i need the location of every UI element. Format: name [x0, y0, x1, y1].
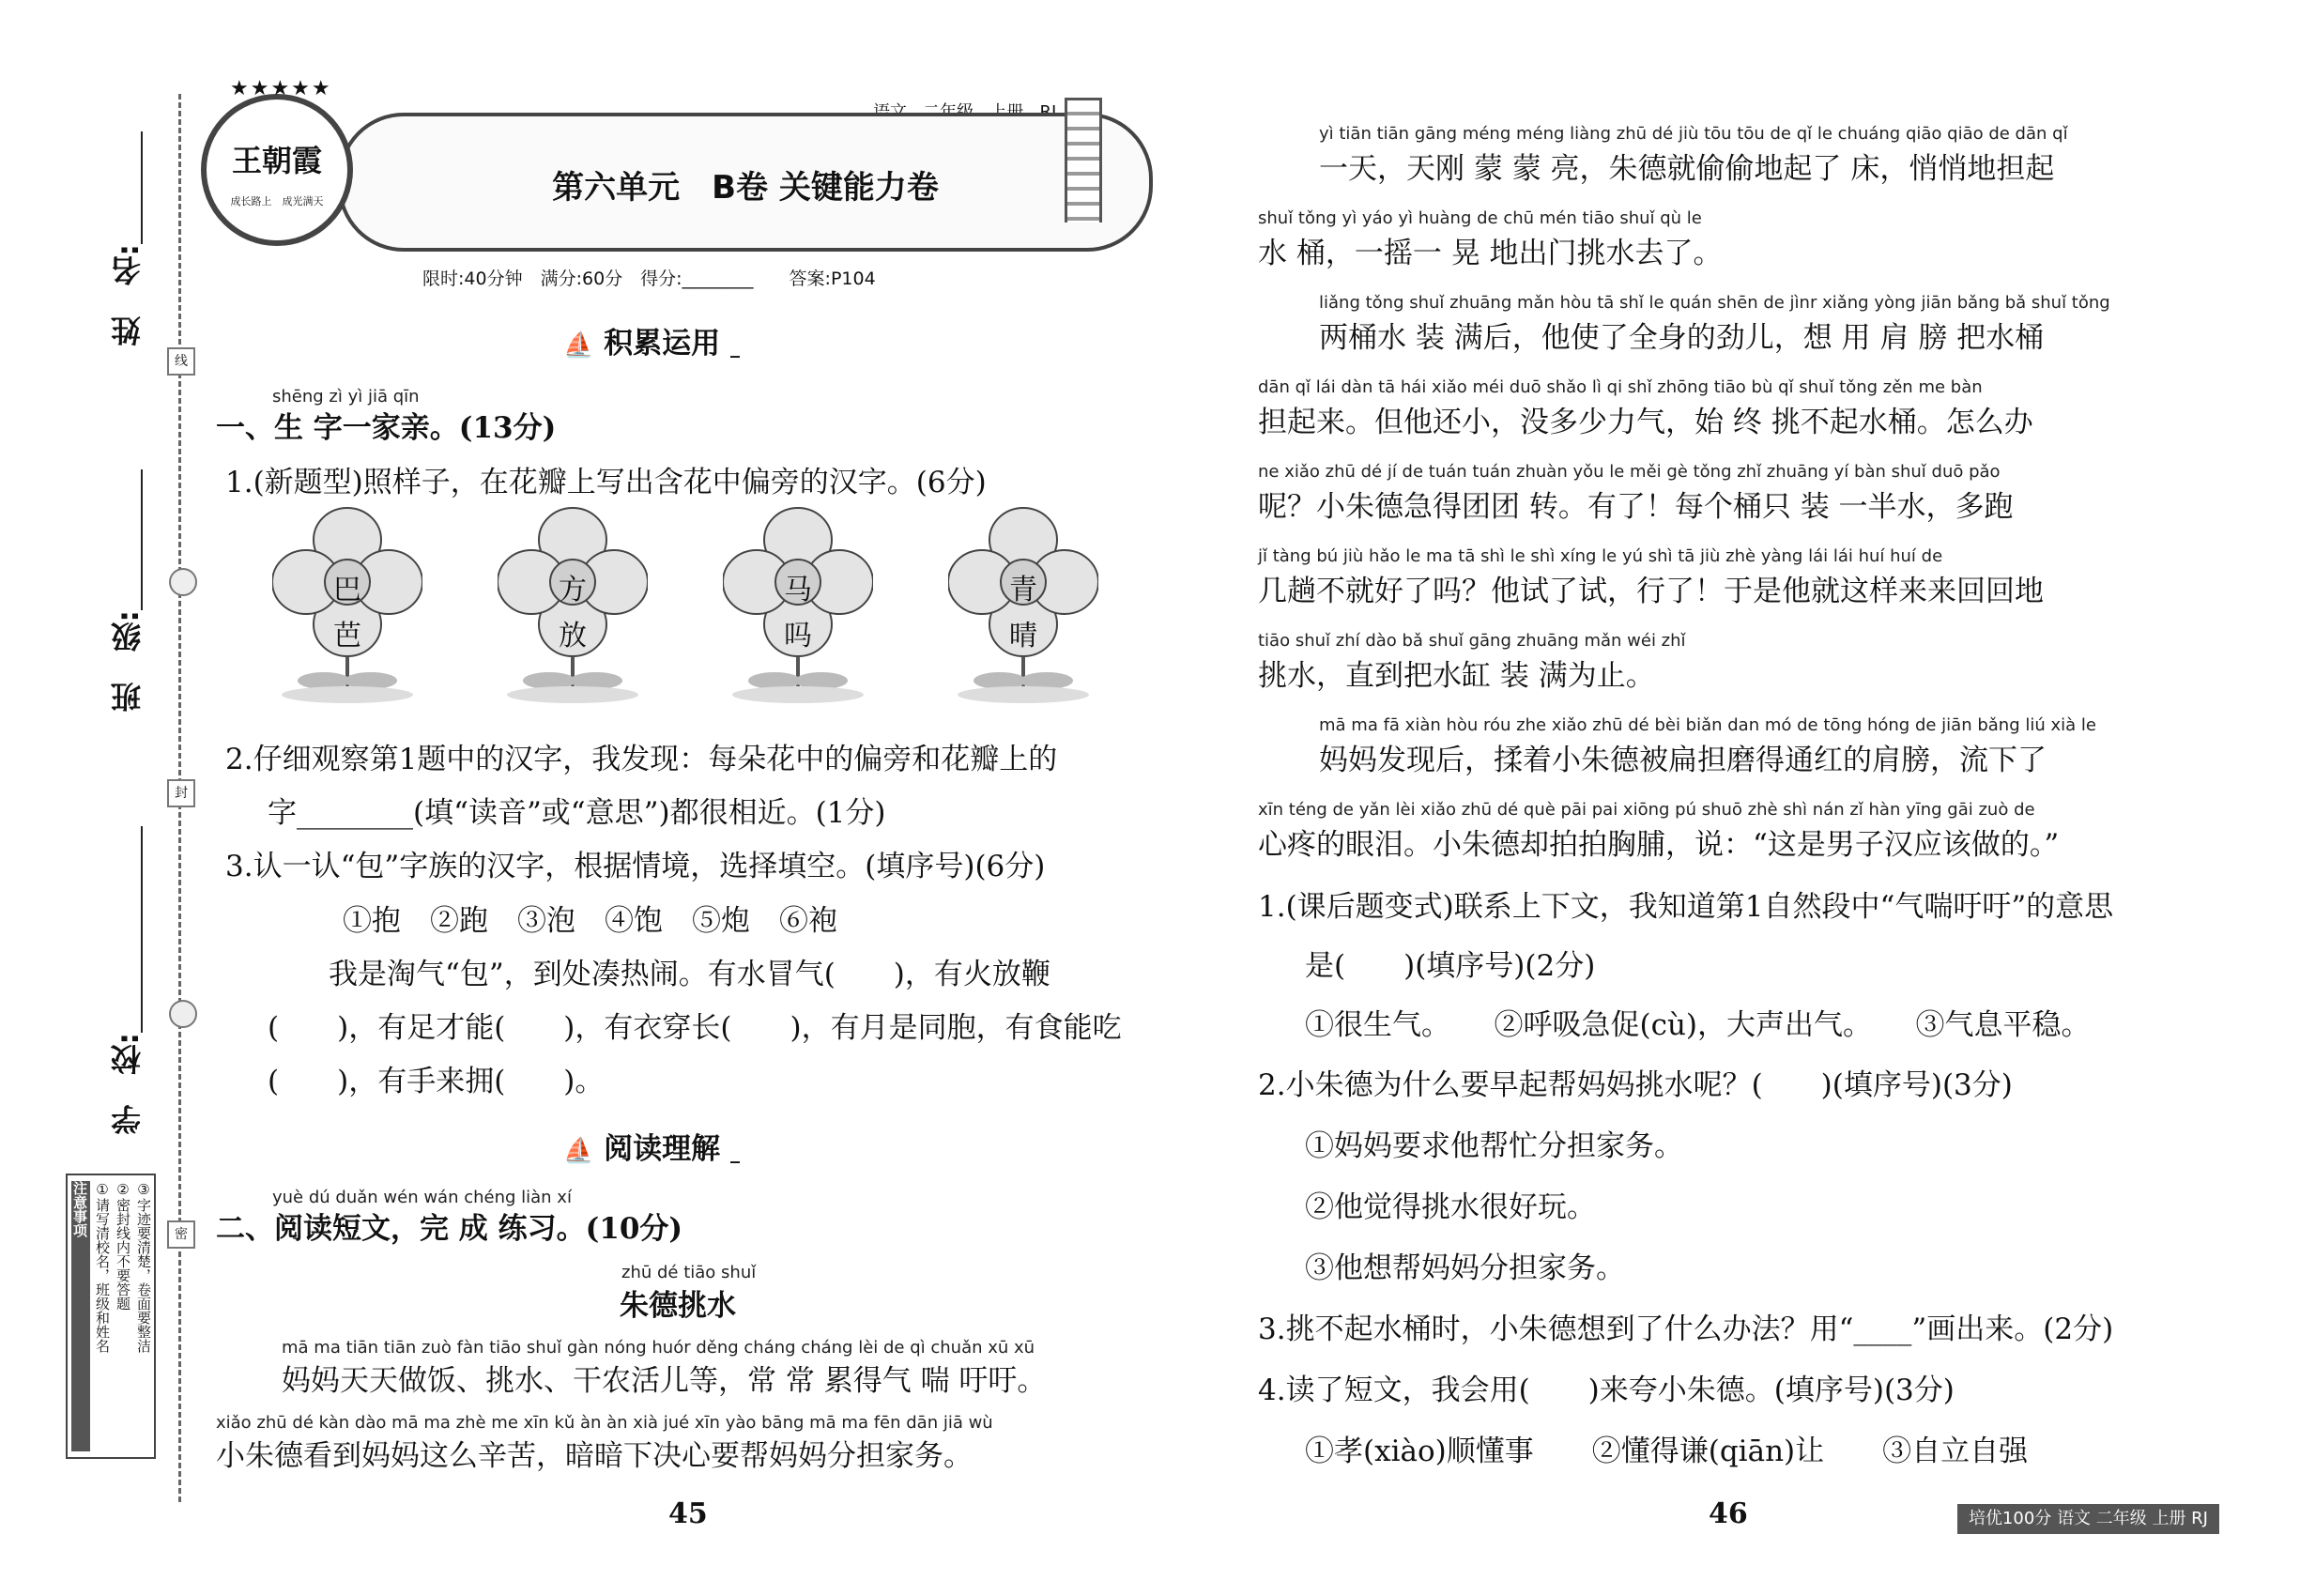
notes-title: 注意事项 — [71, 1181, 90, 1451]
story-line: 水 桶，一摇一 晃 地出门挑水去了。 — [1258, 237, 1723, 270]
page-title: 第六单元 B卷 关键能力卷 — [552, 169, 939, 207]
pinyin: xīn téng de yǎn lèi xiǎo zhū dé què pāi pai xiōng pú shuō zhè shì nán zǐ hàn yīng gāi zuò de — [1258, 800, 2035, 820]
question-1-3-line3[interactable]: ( )，有手来拥( )。 — [268, 1065, 605, 1098]
flower-center: 青 — [1009, 574, 1037, 606]
logo-text: 王朝霞 — [231, 143, 322, 178]
school-label: 学 校: — [110, 1033, 146, 1135]
binding-tag: 密 — [167, 1220, 195, 1249]
note-item: ①请写清校名，班级和姓名 — [94, 1181, 111, 1353]
pinyin: zhū dé tiāo shuǐ — [621, 1263, 757, 1282]
pinyin: tiāo shuǐ zhí dào bǎ shuǐ gāng zhuāng mǎn wéi zhǐ — [1258, 631, 1686, 651]
boat-icon: ⛵ — [563, 1137, 594, 1165]
section-reading: ⛵ 阅读理解 _ — [563, 1132, 740, 1166]
note-item: ②密封线内不要答题 — [115, 1181, 131, 1311]
question-1-3-line1[interactable]: 我是淘气“包”，到处凑热闹。有水冒气( )，有火放鞭 — [329, 958, 1050, 991]
story-line: 妈妈发现后，揉着小朱德被扁担磨得通红的肩膀，流下了 — [1319, 744, 2047, 777]
paragraph-1: 妈妈天天做饭、挑水、干农活儿等，常 常 累得气 喘 吁吁。 — [282, 1364, 1047, 1398]
pinyin: mā ma fā xiàn hòu róu zhe xiǎo zhū dé bèi biǎn dan mó de tōng hóng de jiān bǎng liú xià le — [1319, 715, 2096, 735]
notes-box — [66, 1174, 156, 1459]
flower — [272, 502, 422, 709]
r-question-1: 1.(课后题变式)联系上下文，我知道第1自然段中“气喘吁吁”的意思 — [1258, 890, 2114, 924]
pinyin: yuè dú duǎn wén wán chéng liàn xí — [272, 1188, 572, 1207]
exam-limits: 限时:40分钟 满分:60分 得分:________ 答案:P104 — [422, 269, 876, 289]
stars-icon: ★★★★★ — [230, 77, 332, 100]
flower — [948, 502, 1098, 709]
question-1-2a: 2.仔细观察第1题中的汉字，我发现：每朵花中的偏旁和花瓣上的 — [225, 743, 1058, 776]
flower-petal-char[interactable]: 放 — [559, 620, 587, 652]
question-2: 二、阅读短文，完 成 练习。(10分) — [216, 1212, 683, 1246]
question-1: 一、生 字一家亲。(13分) — [216, 411, 557, 445]
name-field[interactable] — [141, 131, 143, 244]
question-1-2b[interactable]: 字________(填“读音”或“意思”)都很相近。(1分) — [268, 796, 886, 830]
pinyin: dān qǐ lái dàn tā hái xiǎo méi duō shǎo lì qi shǐ zhōng tiāo bù qǐ shuǐ tǒng zěn me bàn — [1258, 377, 1983, 397]
pinyin: mā ma tiān tiān zuò fàn tiāo shuǐ gàn nóng huór děng cháng cháng lèi de qì chuǎn xū xū — [282, 1338, 1035, 1358]
question-1-3-line2[interactable]: ( )，有足才能( )，有衣穿长( )，有月是同胞，有食能吃 — [268, 1011, 1122, 1045]
page-number: 46 — [1709, 1497, 1748, 1530]
story-line: 心疼的眼泪。小朱德却拍拍胸脯，说：“这是男子汉应该做的。” — [1258, 828, 2060, 862]
pinyin: yì tiān tiān gāng méng méng liàng zhū dé jiù tōu tōu de qǐ le chuáng qiāo qiāo de dān qǐ — [1319, 124, 2068, 144]
class-label: 班 级: — [110, 610, 146, 713]
r-question-2-option: ③他想帮妈妈分担家务。 — [1305, 1251, 1625, 1285]
flower-center: 巴 — [333, 574, 361, 606]
story-line: 挑水，直到把水缸 装 满为止。 — [1258, 659, 1655, 693]
r-question-1-options: ①很生气。 ②呼吸急促(cù)，大声出气。 ③气息平稳。 — [1305, 1008, 2091, 1042]
pinyin: shuǐ tǒng yì yáo yì huàng de chū mén tiāo shuǐ qù le — [1258, 208, 1702, 228]
flower-petal-char[interactable]: 吗 — [784, 620, 812, 652]
question-1-3: 3.认一认“包”字族的汉字，根据情境，选择填空。(填序号)(6分) — [225, 850, 1046, 883]
book-tag: 培优100分 语文 二年级 上册 RJ — [1957, 1504, 2219, 1534]
school-field[interactable] — [141, 826, 143, 1033]
paragraph-2: 小朱德看到妈妈这么辛苦，暗暗下决心要帮妈妈分担家务。 — [216, 1439, 973, 1473]
flower-center: 方 — [559, 574, 587, 606]
story-line: 几趟不就好了吗？他试了试，行了！于是他就这样来来回回地 — [1258, 575, 2044, 608]
binding-hole-icon — [169, 1000, 197, 1028]
lighthouse-icon — [1065, 98, 1102, 223]
boat-icon: ⛵ — [563, 331, 594, 360]
logo-sub: 成长路上 成光满天 — [230, 195, 324, 207]
pinyin: liǎng tǒng shuǐ zhuāng mǎn hòu tā shǐ le quán shēn de jìnr xiǎng yòng jiān bǎng bǎ shuǐ tǒng — [1319, 293, 2110, 313]
flower-center: 马 — [784, 574, 812, 606]
r-question-2[interactable]: 2.小朱德为什么要早起帮妈妈挑水呢？( )(填序号)(3分) — [1258, 1068, 2013, 1102]
pinyin: ne xiǎo zhū dé jí de tuán tuán zhuàn yǒu le měi gè tǒng zhǐ zhuāng yí bàn shuǐ duō pǎo — [1258, 462, 2001, 482]
title-banner — [338, 113, 1153, 252]
page-number: 45 — [668, 1497, 708, 1530]
flower — [498, 502, 648, 709]
story-title: 朱德挑水 — [620, 1289, 736, 1323]
r-question-2-option: ②他觉得挑水很好玩。 — [1305, 1190, 1596, 1224]
binding-tag: 封 — [167, 779, 195, 807]
pinyin: shēng zì yì jiā qīn — [272, 387, 420, 407]
logo — [201, 77, 353, 246]
pinyin: jǐ tàng bú jiù hǎo le ma tā shì le shì xíng le yú shì tā jiù zhè yàng lái lái huí huí de — [1258, 546, 1943, 566]
binding-tag: 线 — [167, 347, 195, 376]
question-1-3-options: ①抱 ②跑 ③泡 ④饱 ⑤炮 ⑥袍 — [343, 904, 837, 938]
name-label: 姓 名: — [110, 244, 146, 346]
class-field[interactable] — [141, 469, 143, 610]
pinyin: xiǎo zhū dé kàn dào mā ma zhè me xīn kǔ àn àn xià jué xīn yào bāng mā ma fēn dān jiā wù — [216, 1413, 993, 1433]
flower-petal-char[interactable]: 芭 — [333, 620, 361, 652]
r-question-3: 3.挑不起水桶时，小朱德想到了什么办法？用“____”画出来。(2分) — [1258, 1312, 2114, 1346]
story-line: 担起来。但他还小，没多少力气，始 终 挑不起水桶。怎么办 — [1258, 406, 2033, 439]
note-item: ③字迹要清楚，卷面要整洁 — [135, 1181, 152, 1353]
story-line: 两桶水 装 满后，他使了全身的劲儿，想 用 肩 膀 把水桶 — [1319, 321, 2045, 355]
flower — [723, 502, 873, 709]
story-line: 一天，天刚 蒙 蒙 亮，朱德就偷偷地起了 床，悄悄地担起 — [1319, 152, 2055, 186]
binding-hole-icon — [169, 568, 197, 596]
r-question-4-options: ①孝(xiào)顺懂事 ②懂得谦(qiān)让 ③自立自强 — [1305, 1435, 2029, 1468]
flower-petal-char[interactable]: 晴 — [1009, 620, 1037, 652]
r-question-4[interactable]: 4.读了短文，我会用( )来夸小朱德。(填序号)(3分) — [1258, 1373, 1955, 1407]
r-question-1b[interactable]: 是( )(填序号)(2分) — [1305, 949, 1596, 983]
question-1-1: 1.(新题型)照样子，在花瓣上写出含花中偏旁的汉字。(6分) — [225, 466, 987, 499]
section-title: 阅读理解 — [604, 1132, 721, 1166]
r-question-2-option: ①妈妈要求他帮忙分担家务。 — [1305, 1129, 1683, 1163]
story-line: 呢？小朱德急得团团 转。有了！每个桶只 装 一半水，多跑 — [1258, 490, 2014, 524]
section-accumulate: ⛵ 积累运用 _ — [563, 327, 740, 361]
section-title: 积累运用 — [604, 327, 721, 361]
